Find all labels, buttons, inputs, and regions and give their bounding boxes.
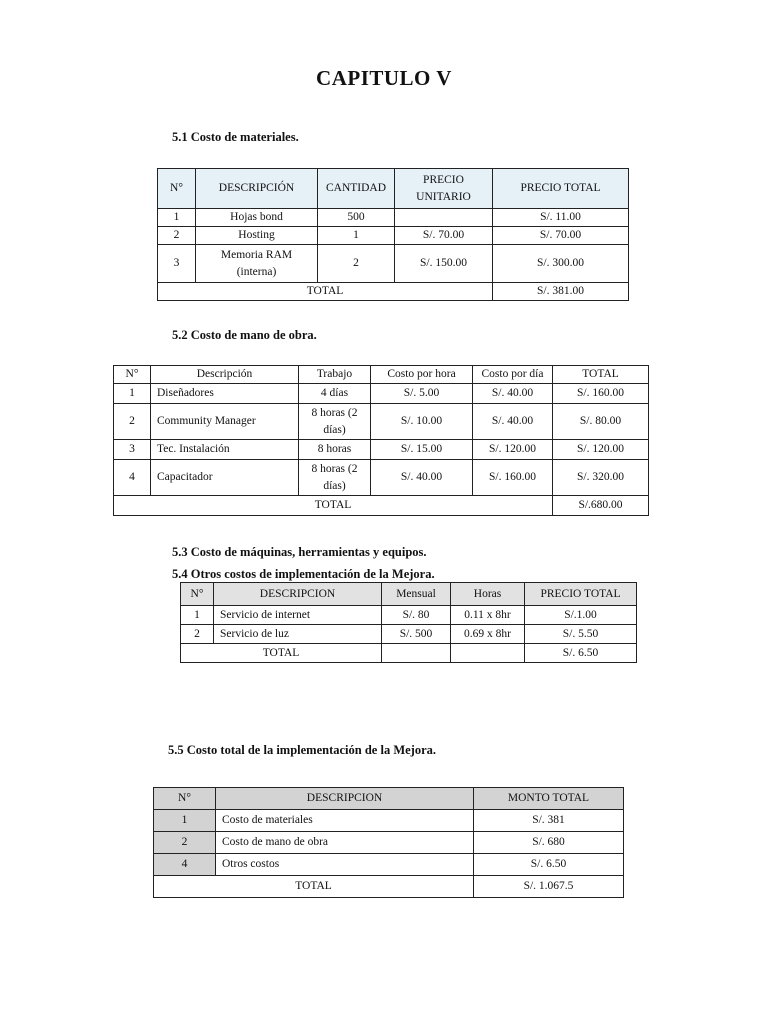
section-heading-otros-costos: 5.4 Otros costos de implementación de la Mejora. xyxy=(172,567,435,581)
table-row xyxy=(181,606,637,625)
materials-table xyxy=(157,168,629,301)
table-cell: Costo de mano de obra xyxy=(216,832,474,854)
total-row xyxy=(158,283,629,301)
table-cell: 1 xyxy=(181,606,214,625)
table-cell: 1 xyxy=(114,384,151,404)
table-header-row xyxy=(181,583,637,606)
column-header: Costo por día xyxy=(473,366,553,384)
table-cell: 2 xyxy=(318,245,395,283)
table-cell: 1 xyxy=(318,227,395,245)
table-row xyxy=(114,384,649,404)
column-header: Descripción xyxy=(151,366,299,384)
table-cell: 0.69 x 8hr xyxy=(451,625,525,644)
column-header: PRECIO TOTAL xyxy=(493,169,629,209)
table-row xyxy=(114,404,649,440)
column-header: N° xyxy=(114,366,151,384)
column-header: Mensual xyxy=(382,583,451,606)
table-header-row xyxy=(114,366,649,384)
table-cell: S/. 120.00 xyxy=(553,440,649,460)
table-cell: Hosting xyxy=(196,227,318,245)
table-cell xyxy=(451,644,525,663)
total-label: TOTAL xyxy=(114,496,553,516)
table-cell: 2 xyxy=(154,832,216,854)
table-cell: Hojas bond xyxy=(196,209,318,227)
table-cell: 3 xyxy=(158,245,196,283)
table-cell: S/. 300.00 xyxy=(493,245,629,283)
table-cell: 8 horas (2 días) xyxy=(299,404,371,440)
table-header-row xyxy=(154,788,624,810)
table-row xyxy=(154,854,624,876)
total-row xyxy=(181,644,637,663)
column-header: PRECIO TOTAL xyxy=(525,583,637,606)
table-cell xyxy=(395,209,493,227)
table-cell: S/. 10.00 xyxy=(371,404,473,440)
column-header: N° xyxy=(158,169,196,209)
table-cell: S/. 80 xyxy=(382,606,451,625)
table-cell: S/. 150.00 xyxy=(395,245,493,283)
section-heading-costo-total: 5.5 Costo total de la implementación de la Mejora. xyxy=(168,743,437,757)
table-cell: S/. 15.00 xyxy=(371,440,473,460)
total-label: TOTAL xyxy=(158,283,493,301)
table-cell: S/. 160.00 xyxy=(473,460,553,496)
table-cell: S/. 40.00 xyxy=(371,460,473,496)
table-cell: S/. 680 xyxy=(474,832,624,854)
column-header: DESCRIPCION xyxy=(216,788,474,810)
table-cell: S/. 5.50 xyxy=(525,625,637,644)
column-header: DESCRIPCION xyxy=(214,583,382,606)
total-row xyxy=(154,876,624,898)
table-cell xyxy=(382,644,451,663)
table-cell: S/. 40.00 xyxy=(473,404,553,440)
table-cell: S/.1.00 xyxy=(525,606,637,625)
table-cell: 4 días xyxy=(299,384,371,404)
table-cell: Community Manager xyxy=(151,404,299,440)
table-cell: 2 xyxy=(181,625,214,644)
table-cell: S/. 40.00 xyxy=(473,384,553,404)
other-costs-table xyxy=(180,582,637,663)
column-header: DESCRIPCIÓN xyxy=(196,169,318,209)
table-cell: S/. 320.00 xyxy=(553,460,649,496)
table-row xyxy=(154,832,624,854)
table-cell: 4 xyxy=(114,460,151,496)
page-title: CAPITULO V xyxy=(316,66,452,90)
table-cell: 3 xyxy=(114,440,151,460)
table-cell: S/. 381 xyxy=(474,810,624,832)
table-header-row xyxy=(158,169,629,209)
table-row xyxy=(114,460,649,496)
table-cell: Otros costos xyxy=(216,854,474,876)
total-cost-table xyxy=(153,787,624,898)
table-cell: Memoria RAM (interna) xyxy=(196,245,318,283)
column-header: MONTO TOTAL xyxy=(474,788,624,810)
table-cell: S/. 80.00 xyxy=(553,404,649,440)
table-cell: 1 xyxy=(158,209,196,227)
column-header: N° xyxy=(181,583,214,606)
column-header: Costo por hora xyxy=(371,366,473,384)
table-cell: S/. 120.00 xyxy=(473,440,553,460)
total-value: S/. 381.00 xyxy=(493,283,629,301)
total-value: S/. 1.067.5 xyxy=(474,876,624,898)
column-header: PRECIO UNITARIO xyxy=(395,169,493,209)
table-cell: Servicio de luz xyxy=(214,625,382,644)
table-cell: S/. 160.00 xyxy=(553,384,649,404)
table-row xyxy=(158,227,629,245)
table-row xyxy=(158,209,629,227)
total-label: TOTAL xyxy=(154,876,474,898)
table-cell: Capacitador xyxy=(151,460,299,496)
table-cell: S/. 6.50 xyxy=(474,854,624,876)
table-cell: 500 xyxy=(318,209,395,227)
column-header: CANTIDAD xyxy=(318,169,395,209)
total-value: S/.680.00 xyxy=(553,496,649,516)
table-cell: 2 xyxy=(114,404,151,440)
table-cell: S/. 11.00 xyxy=(493,209,629,227)
total-row xyxy=(114,496,649,516)
table-cell: S/. 5.00 xyxy=(371,384,473,404)
table-row xyxy=(181,625,637,644)
table-cell: 8 horas (2 días) xyxy=(299,460,371,496)
table-cell: Costo de materiales xyxy=(216,810,474,832)
table-cell: S/. 70.00 xyxy=(493,227,629,245)
table-cell: Tec. Instalación xyxy=(151,440,299,460)
table-cell: S/. 500 xyxy=(382,625,451,644)
total-value: S/. 6.50 xyxy=(525,644,637,663)
table-cell: Diseñadores xyxy=(151,384,299,404)
table-row xyxy=(114,440,649,460)
column-header: Trabajo xyxy=(299,366,371,384)
total-label: TOTAL xyxy=(181,644,382,663)
table-cell: 0.11 x 8hr xyxy=(451,606,525,625)
table-cell: Servicio de internet xyxy=(214,606,382,625)
table-cell: S/. 70.00 xyxy=(395,227,493,245)
labor-table xyxy=(113,365,649,516)
table-cell: 4 xyxy=(154,854,216,876)
table-row xyxy=(154,810,624,832)
table-row xyxy=(158,245,629,283)
table-cell: 2 xyxy=(158,227,196,245)
column-header: N° xyxy=(154,788,216,810)
section-heading-mano-obra: 5.2 Costo de mano de obra. xyxy=(172,328,317,342)
table-cell: 8 horas xyxy=(299,440,371,460)
section-heading-materiales: 5.1 Costo de materiales. xyxy=(172,130,299,144)
column-header: Horas xyxy=(451,583,525,606)
table-cell: 1 xyxy=(154,810,216,832)
section-heading-maquinas: 5.3 Costo de máquinas, herramientas y equipos. xyxy=(172,545,427,559)
column-header: TOTAL xyxy=(553,366,649,384)
